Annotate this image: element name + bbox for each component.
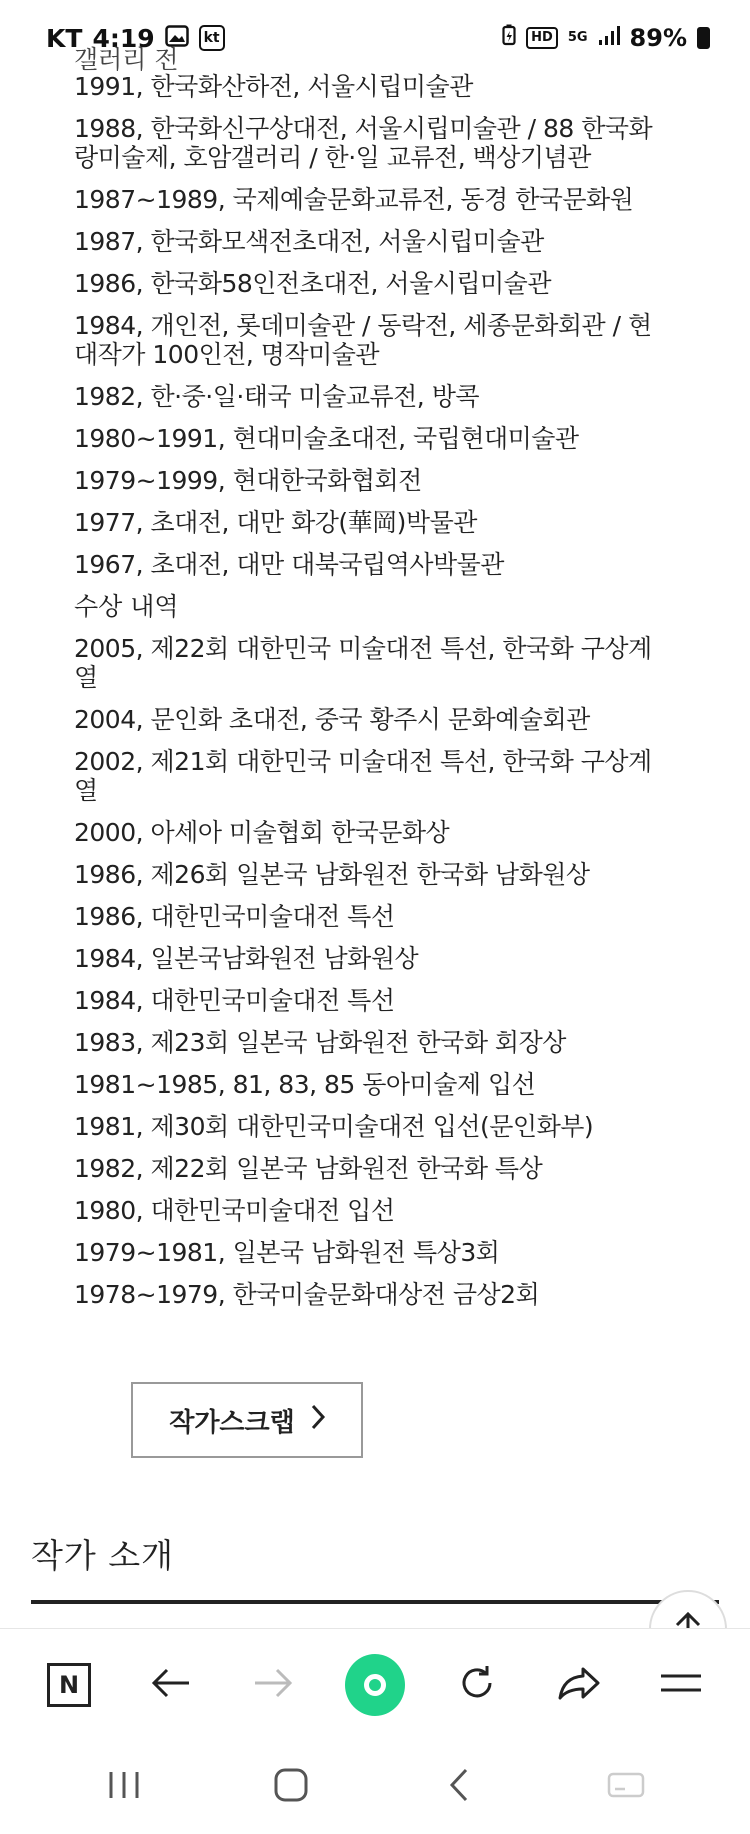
award-item: 1984, 일본국남화원전 남화원상 <box>74 944 419 973</box>
refresh-button[interactable] <box>447 1655 507 1715</box>
menu-icon <box>659 1671 703 1699</box>
naver-home-button[interactable] <box>39 1655 99 1715</box>
list-item-partial: 갤러리 전 <box>74 45 179 74</box>
list-item: 1986, 한국화58인전초대전, 서울시립미술관 <box>74 269 551 298</box>
list-item: 1991, 한국화산하전, 서울시립미술관 <box>74 72 473 101</box>
award-item: 2005, 제22회 대한민국 미술대전 특선, 한국화 구상계열 <box>74 634 652 692</box>
award-item: 1981~1985, 81, 83, 85 동아미술제 입선 <box>74 1070 536 1099</box>
award-item: 1978~1979, 한국미술문화대상전 금상2회 <box>74 1280 540 1309</box>
naver-n-icon: N <box>47 1663 91 1707</box>
list-item: 1988, 한국화신구상대전, 서울시립미술관 / 88 한국화랑미술제, 호암갤러리 / 한·일 교류전, 백상기념관 <box>74 114 653 172</box>
section-divider <box>31 1600 719 1604</box>
award-item: 1983, 제23회 일본국 남화원전 한국화 회장상 <box>74 1028 566 1057</box>
award-item: 1982, 제22회 일본국 남화원전 한국화 특상 <box>74 1154 543 1183</box>
chevron-right-icon <box>311 1404 325 1437</box>
carrier-badge: kt <box>199 25 225 51</box>
recent-apps-icon <box>107 1770 141 1804</box>
recent-apps-button[interactable] <box>89 1752 159 1822</box>
award-item: 1986, 대한민국미술대전 특선 <box>74 902 395 931</box>
battery-icon <box>697 27 710 49</box>
system-back-button[interactable] <box>424 1752 494 1822</box>
list-item: 1987~1989, 국제예술문화교류전, 동경 한국문화원 <box>74 185 634 214</box>
arrow-right-icon <box>253 1667 293 1703</box>
green-dot-button[interactable] <box>345 1655 405 1715</box>
hd-badge: HD <box>526 27 558 49</box>
list-item: 1967, 초대전, 대만 대북국립역사박물관 <box>74 550 504 579</box>
green-dot-icon <box>345 1654 405 1716</box>
arrow-left-icon <box>151 1667 191 1703</box>
carrier-label: KT <box>46 23 83 53</box>
back-button[interactable] <box>141 1655 201 1715</box>
list-item: 1979~1999, 현대한국화협회전 <box>74 466 422 495</box>
exhibition-list <box>74 45 674 1322</box>
share-button[interactable] <box>549 1655 609 1715</box>
awards-heading: 수상 내역 <box>74 592 179 621</box>
battery-percent: 89% <box>629 24 687 52</box>
forward-button[interactable] <box>243 1655 303 1715</box>
keyboard-toggle-button[interactable] <box>591 1752 661 1822</box>
home-button[interactable] <box>256 1752 326 1822</box>
section-title-artist-intro: 작가 소개 <box>31 1536 175 1575</box>
clock: 4:19 <box>92 23 155 53</box>
award-item: 2002, 제21회 대한민국 미술대전 특선, 한국화 구상계열 <box>74 747 652 805</box>
award-item: 2004, 문인화 초대전, 중국 황주시 문화예술회관 <box>74 705 590 734</box>
list-item: 1987, 한국화모색전초대전, 서울시립미술관 <box>74 227 544 256</box>
award-item: 1980, 대한민국미술대전 입선 <box>74 1196 395 1225</box>
list-item: 1982, 한·중·일·태국 미술교류전, 방콕 <box>74 382 479 411</box>
system-nav-bar <box>0 1740 750 1834</box>
list-item: 1984, 개인전, 롯데미술관 / 동락전, 세종문화회관 / 현대작가 100인전, 명작미술관 <box>74 311 652 369</box>
award-item: 1979~1981, 일본국 남화원전 특상3회 <box>74 1238 500 1267</box>
keyboard-icon <box>607 1772 645 1802</box>
award-item: 1986, 제26회 일본국 남화원전 한국화 남화원상 <box>74 860 590 889</box>
refresh-icon <box>457 1663 497 1707</box>
scrap-button-label: 작가스크랩 <box>169 1407 295 1438</box>
artist-scrap-button[interactable] <box>131 1382 363 1458</box>
share-icon <box>557 1665 601 1705</box>
network-type: 5G <box>567 30 588 45</box>
browser-toolbar <box>0 1628 750 1740</box>
award-item: 1981, 제30회 대한민국미술대전 입선(문인화부) <box>74 1112 594 1141</box>
award-item: 2000, 아세아 미술협회 한국문화상 <box>74 818 450 847</box>
award-item: 1984, 대한민국미술대전 특선 <box>74 986 395 1015</box>
home-icon <box>273 1767 309 1807</box>
menu-button[interactable] <box>651 1655 711 1715</box>
list-item: 1980~1991, 현대미술초대전, 국립현대미술관 <box>74 424 579 453</box>
chevron-left-icon <box>449 1768 469 1806</box>
content-area <box>0 45 750 1620</box>
list-item: 1977, 초대전, 대만 화강(華岡)박물관 <box>74 508 477 537</box>
